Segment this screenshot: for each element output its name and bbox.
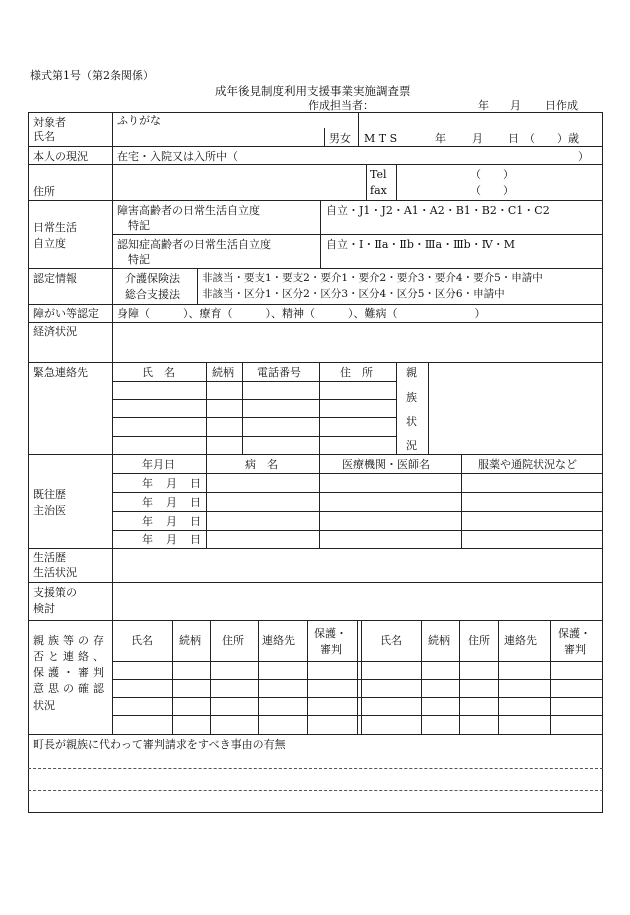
relatives-label-1: 親族等の存 — [33, 634, 108, 647]
history-row-1-day: 日 — [190, 477, 201, 490]
status-label: 本人の現況 — [33, 150, 88, 163]
certification-label: 認定情報 — [33, 272, 77, 285]
date-day: 日作成 — [545, 99, 578, 112]
mayor-petition-label: 町長が親族に代わって審判請求をすべき事由の有無 — [33, 738, 286, 751]
relatives-right-header-name: 氏名 — [380, 634, 402, 647]
history-row-1-year: 年 — [142, 477, 153, 490]
relatives-left-header-name: 氏名 — [131, 634, 153, 647]
history-row-1-month: 月 — [166, 477, 177, 490]
history-row-4-month: 月 — [166, 533, 177, 546]
subject-name-label: 氏名 — [33, 130, 55, 143]
emergency-label: 緊急連絡先 — [33, 366, 88, 379]
care-insurance-law: 介護保険法 — [125, 272, 180, 285]
family-status-char-3: 状 — [406, 415, 417, 428]
date-month: 月 — [510, 99, 521, 112]
support-label-2: 検討 — [33, 602, 55, 615]
age-field: （ ）歳 — [524, 132, 579, 145]
relatives-left-header-address: 住所 — [222, 634, 244, 647]
emergency-header-phone: 電話番号 — [257, 366, 301, 379]
disability-label: 障がい等認定 — [33, 307, 99, 320]
relatives-label-5: 状況 — [33, 699, 55, 712]
furigana-label: ふりがな — [117, 114, 161, 127]
relatives-right-header-contact: 連絡先 — [504, 634, 537, 647]
history-row-3-day: 日 — [190, 515, 201, 528]
economy-label: 経済状況 — [33, 325, 77, 338]
tel-field: （ ） — [470, 168, 514, 181]
relatives-right-header-address: 住所 — [468, 634, 490, 647]
subject-label: 対象者 — [33, 116, 66, 129]
dementia-label: 認知症高齢者の日常生活自立度 — [117, 238, 271, 251]
history-row-3-year: 年 — [142, 515, 153, 528]
era-field: M T S — [364, 132, 398, 145]
disabled-elderly-label: 障害高齢者の日常生活自立度 — [117, 204, 260, 217]
physician-label: 主治医 — [33, 504, 66, 517]
relatives-right-header-relation: 続柄 — [428, 634, 450, 647]
form-number: 様式第1号（第2条関係） — [30, 69, 154, 82]
relatives-left-header-guardian: 保護・ — [314, 627, 347, 640]
relatives-right-header-trial: 審判 — [564, 643, 586, 656]
status-text: 在宅・入院又は入所中（ — [117, 150, 238, 163]
family-status-char-4: 況 — [406, 439, 417, 452]
relatives-label-3: 保護・審判 — [33, 666, 108, 679]
disability-text: 身障（ ）、療育（ ）、精神（ ）、難病（ ） — [117, 307, 486, 320]
support-label: 支援策の — [33, 586, 77, 599]
fax-label: fax — [370, 184, 387, 197]
emergency-header-address: 住 所 — [340, 366, 373, 379]
page-title: 成年後見制度利用支援事業実施調査票 — [215, 84, 411, 98]
status-close: ） — [578, 150, 589, 163]
history-header-clinic: 医療機関・医師名 — [342, 458, 430, 471]
relatives-left-header-relation: 続柄 — [179, 634, 201, 647]
history-row-3-month: 月 — [166, 515, 177, 528]
history-row-2-day: 日 — [190, 496, 201, 509]
relatives-label-2: 否と連絡、 — [33, 650, 108, 663]
preparer-label: 作成担当者： — [308, 99, 374, 112]
history-header-medication: 服薬や通院状況など — [478, 458, 577, 471]
family-status-char-1: 親 — [406, 366, 417, 379]
independence-label-2: 自立度 — [33, 237, 66, 250]
history-row-4-year: 年 — [142, 533, 153, 546]
birth-year: 年 — [435, 132, 446, 145]
family-status-char-2: 族 — [406, 391, 417, 404]
gender-field: 男女 — [329, 132, 351, 145]
birth-day: 日 — [508, 132, 519, 145]
history-row-2-year: 年 — [142, 496, 153, 509]
emergency-header-relation: 続柄 — [212, 366, 234, 379]
comprehensive-support-law: 総合支援法 — [125, 288, 180, 301]
care-insurance-values: 非該当・要支1・要支2・要介1・要介2・要介3・要介4・要介5・申請中 — [202, 272, 543, 284]
emergency-header-name: 氏 名 — [142, 366, 175, 379]
history-row-4-day: 日 — [190, 533, 201, 546]
independence-label: 日常生活 — [33, 221, 77, 234]
history-row-2-month: 月 — [166, 496, 177, 509]
disabled-elderly-note: 特記 — [128, 219, 150, 232]
tel-label: Tel — [370, 168, 387, 181]
date-year: 年 — [478, 99, 489, 112]
relatives-right-header-guardian: 保護・ — [558, 627, 591, 640]
support-law-values: 非該当・区分1・区分2・区分3・区分4・区分5・区分6・申請中 — [202, 288, 505, 300]
life-status-label: 生活状況 — [33, 566, 77, 579]
dementia-values: 自立・Ⅰ・Ⅱa・Ⅱb・Ⅲa・Ⅲb・Ⅳ・M — [326, 238, 515, 251]
address-label: 住所 — [33, 185, 55, 198]
relatives-left-header-trial: 審判 — [320, 643, 342, 656]
birth-month: 月 — [472, 132, 483, 145]
fax-field: （ ） — [470, 184, 514, 197]
history-label: 既往歴 — [33, 488, 66, 501]
relatives-left-header-contact: 連絡先 — [262, 634, 295, 647]
life-history-label: 生活歴 — [33, 551, 66, 564]
history-header-disease: 病 名 — [245, 458, 278, 471]
dementia-note: 特記 — [128, 253, 150, 266]
history-header-date: 年月日 — [142, 458, 175, 471]
relatives-label-4: 意思の確認 — [33, 682, 108, 695]
disabled-elderly-values: 自立・J1・J2・A1・A2・B1・B2・C1・C2 — [326, 204, 550, 217]
